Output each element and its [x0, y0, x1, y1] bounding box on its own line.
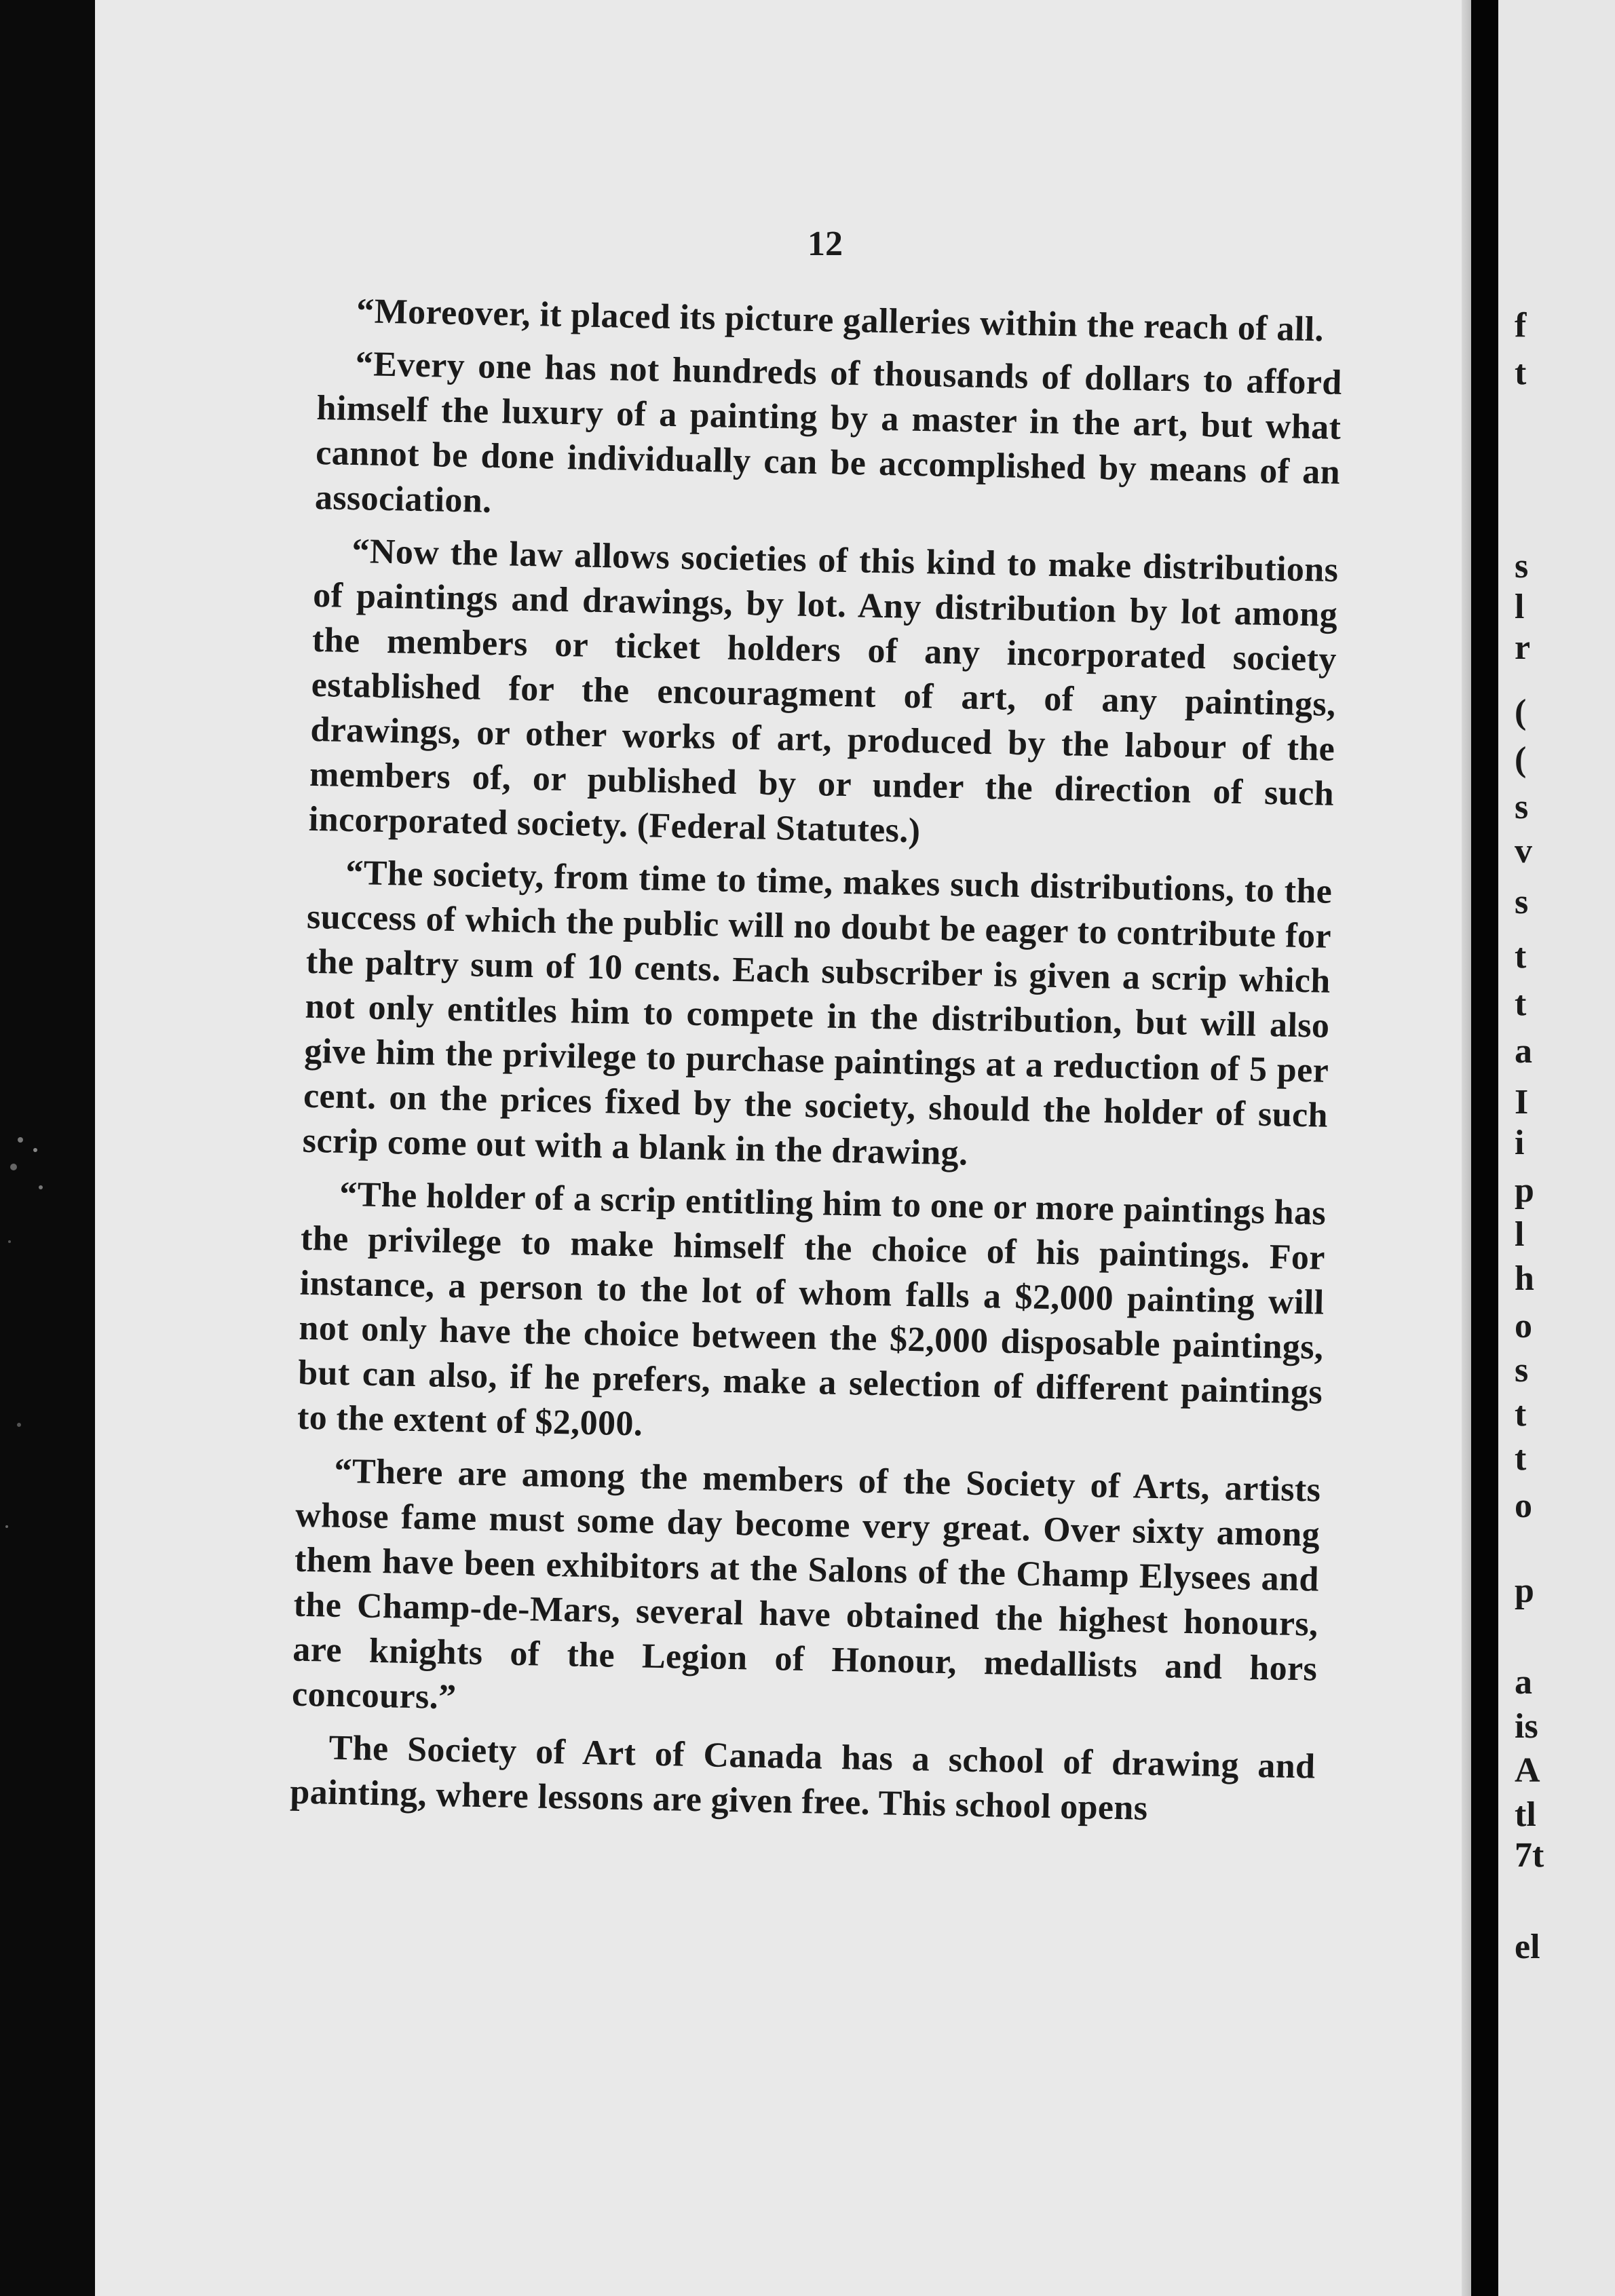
body-text	[290, 288, 1344, 1843]
next-page-fragment: (	[1515, 740, 1527, 779]
next-page-fragment: p	[1515, 1571, 1534, 1610]
scan-left-border	[0, 0, 95, 2296]
next-page-fragment: s	[1515, 883, 1529, 921]
next-page-fragment: h	[1515, 1259, 1534, 1298]
next-page-fragment: s	[1515, 547, 1529, 586]
paragraph: “Every one has not hundreds of thousands of dollars to afford himself the luxury of a painting by a master in the art, but what cannot be done individually can be accomplished by means of an association.	[314, 345, 1343, 520]
next-page-fragment: t	[1515, 1439, 1527, 1478]
next-page-fragment: a	[1515, 1032, 1532, 1071]
paragraph: “The society, from time to time, makes such distributions, to the success of which the public will no doubt be eager to contribute for the paltry sum of 10 cents. Each subscriber is given a scrip which not only entitles him to compete in the distribution, but will also give him the privilege to purchase paintings at a reduction of 5 per cent. on the prices fixed by the society, should the holder of such scrip come out with a blank in the drawing.	[302, 853, 1333, 1173]
next-page-fragment: r	[1515, 628, 1531, 667]
next-page-fragment: 7t	[1515, 1836, 1544, 1875]
next-page-fragment: A	[1515, 1751, 1540, 1790]
paragraph: “There are among the members of the Society of Arts, artists whose fame must some day become very great. Over sixty among them have been exhibitors at the Salons of the Champ Elysees and the Champ-de-Mars, several have obtained the highest honours, are knights of the Legion of Honour, medallists and hors concours.”	[291, 1451, 1321, 1717]
next-page-fragment: (	[1515, 693, 1527, 731]
paragraph: “Now the law allows societies of this kind to make distributions of paintings and drawings, by lot. Any distribution by lot among the members or ticket holders of any incorporated society established for the encouragment of art, of any paintings, drawings, or other works of art, produced by the labour of the members of, or published by or under the direction of such incorporated society. (Federal Statutes.)	[308, 532, 1339, 851]
next-page-fragment: a	[1515, 1663, 1532, 1702]
next-page-fragment: t	[1515, 1395, 1527, 1434]
paragraph: “Moreover, it placed its picture galleries within the reach of all.	[356, 292, 1325, 349]
next-page-fragment: f	[1515, 306, 1527, 345]
next-page-fragment: s	[1515, 788, 1529, 826]
next-page-fragment: tl	[1515, 1795, 1536, 1834]
next-page-fragment: p	[1515, 1171, 1534, 1210]
next-page-fragment: l	[1515, 1215, 1525, 1254]
next-page-fragment: el	[1515, 1928, 1540, 1966]
scan-specks	[0, 1086, 95, 1900]
page-gutter	[1471, 0, 1498, 2296]
next-page-fragment: v	[1515, 832, 1532, 870]
next-page-fragment: o	[1515, 1307, 1532, 1345]
book-page	[95, 0, 1471, 2296]
paragraph: “The holder of a scrip entitling him to one or more paintings has the privilege to make himself the choice of his paintings. For instance, a person to the lot of whom falls a $2,000 painting will not only have the choice between the $2,000 disposable paintings, but can also, if he prefers, make a selection of different paintings to the extent of $2,000.	[297, 1174, 1327, 1444]
next-page-fragment: t	[1515, 984, 1527, 1023]
next-page-fragment: I	[1515, 1083, 1529, 1122]
paragraph: The Society of Art of Canada has a school of drawing and painting, where lessons are given free. This school opens	[289, 1728, 1316, 1828]
next-page-fragment: o	[1515, 1487, 1532, 1525]
next-page-fragment: s	[1515, 1351, 1529, 1390]
next-page-fragment: t	[1515, 937, 1527, 976]
page-number: 12	[808, 225, 843, 263]
next-page-fragment: i	[1515, 1124, 1525, 1162]
next-page-fragment: is	[1515, 1707, 1538, 1746]
next-page-edge	[1498, 0, 1615, 2296]
next-page-fragment: t	[1515, 353, 1527, 392]
next-page-fragment: l	[1515, 588, 1525, 626]
